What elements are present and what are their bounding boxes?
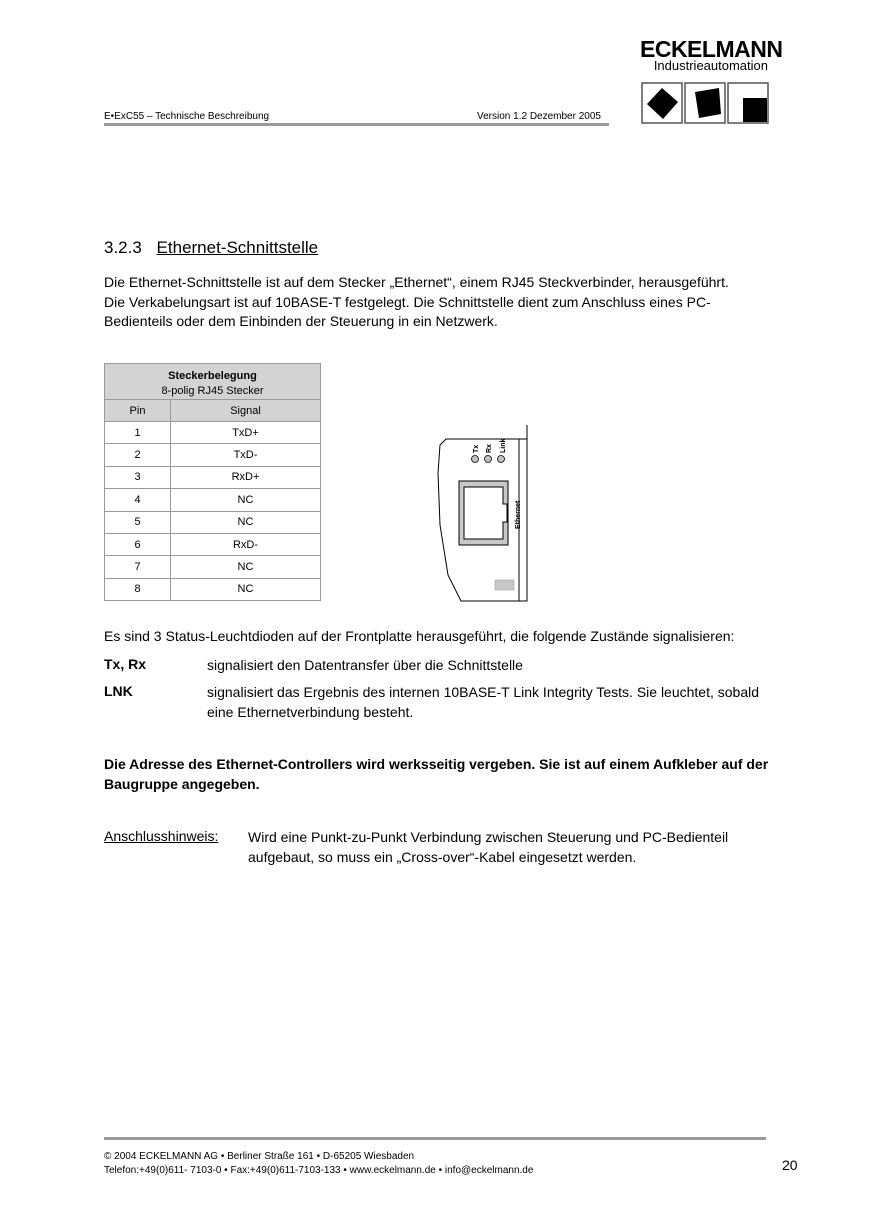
intro-line: Bedienteils oder dem Einbinden der Steuerung in ein Netzwerk. xyxy=(104,313,498,329)
document-version: Version 1.2 Dezember 2005 xyxy=(477,111,601,122)
port-label-ethernet: Ethernet xyxy=(515,500,522,529)
pin-cell: 6 xyxy=(105,533,171,555)
column-header-signal: Signal xyxy=(171,400,321,422)
status-text-lnk: signalisiert das Ergebnis des internen 10BASE-T Link Integrity Tests. Sie leuchtet, sobald eine Ethernetverbindung besteht. xyxy=(207,684,760,720)
led-link-icon xyxy=(498,456,505,463)
footer-address: © 2004 ECKELMANN AG • Berliner Straße 161 • D-65205 Wiesbaden xyxy=(104,1151,415,1162)
signal-cell: TxD- xyxy=(171,444,321,466)
table-row xyxy=(105,556,321,578)
pin-cell: 4 xyxy=(105,489,171,511)
status-text-txrx: signalisiert den Datentransfer über die Schnittstelle xyxy=(207,657,523,673)
pin-cell: 7 xyxy=(105,556,171,578)
footer-contact: Telefon:+49(0)611- 7103-0 • Fax:+49(0)611-7103-133 • www.eckelmann.de • info@eckelmann.de xyxy=(104,1165,534,1176)
connection-hint-text: Wird eine Punkt-zu-Punkt Verbindung zwischen Steuerung und PC-Bedienteil aufgebaut, so muss ein „Cross-over“-Kabel eingesetzt werden. xyxy=(248,829,729,865)
mac-address-note: Die Adresse des Ethernet-Controllers wird werksseitig vergeben. Sie ist auf einem Aufkleber auf der Baugruppe angegeben. xyxy=(104,756,769,792)
led-label-rx: Rx xyxy=(486,444,493,453)
signal-cell: NC xyxy=(171,511,321,533)
pin-cell: 1 xyxy=(105,422,171,444)
type-sticker xyxy=(495,580,514,590)
table-row xyxy=(105,578,321,600)
led-label-link: Link xyxy=(500,438,507,453)
signal-cell: NC xyxy=(171,556,321,578)
intro-paragraph xyxy=(104,273,784,332)
signal-cell: NC xyxy=(171,489,321,511)
pin-assignment-table xyxy=(104,363,321,601)
status-term-txrx: Tx, Rx xyxy=(104,656,147,672)
signal-cell: TxD+ xyxy=(171,422,321,444)
section-number: 3.2.3 xyxy=(104,238,142,257)
table-row xyxy=(105,444,321,466)
pin-cell: 2 xyxy=(105,444,171,466)
table-caption: Steckerbelegung xyxy=(105,364,321,383)
table-row xyxy=(105,422,321,444)
signal-cell: NC xyxy=(171,578,321,600)
signal-cell: RxD+ xyxy=(171,466,321,488)
led-label-tx: Tx xyxy=(473,444,480,453)
table-row xyxy=(105,489,321,511)
header-divider xyxy=(104,123,609,126)
table-row xyxy=(105,466,321,488)
page-number: 20 xyxy=(782,1157,798,1173)
section-heading xyxy=(104,238,318,258)
pin-cell: 3 xyxy=(105,466,171,488)
document-title: E•ExC55 – Technische Beschreibung xyxy=(104,111,270,122)
ethernet-port-diagram xyxy=(428,425,532,603)
column-header-pin: Pin xyxy=(105,400,171,422)
led-rx-icon xyxy=(485,456,492,463)
signal-cell: RxD- xyxy=(171,533,321,555)
section-title: Ethernet-Schnittstelle xyxy=(156,238,319,257)
company-logo-subtitle: Industrieautomation xyxy=(653,58,768,73)
intro-line: Die Ethernet-Schnittstelle ist auf dem Stecker „Ethernet“, einem RJ45 Steckverbinder, herausgeführt. xyxy=(104,274,729,290)
led-tx-icon xyxy=(472,456,479,463)
status-intro: Es sind 3 Status-Leuchtdioden auf der Frontplatte herausgeführt, die folgende Zustände signalisieren: xyxy=(104,628,735,644)
table-row xyxy=(105,533,321,555)
table-row xyxy=(105,511,321,533)
pin-cell: 8 xyxy=(105,578,171,600)
intro-line: Die Verkabelungsart ist auf 10BASE-T festgelegt. Die Schnittstelle dient zum Anschluss eines PC- xyxy=(104,293,711,310)
connection-hint-label: Anschlusshinweis: xyxy=(104,828,219,844)
footer-divider xyxy=(104,1137,766,1140)
company-logo-name: ECKELMANN xyxy=(640,36,783,62)
status-term-lnk: LNK xyxy=(104,683,133,699)
table-subcaption: 8-polig RJ45 Stecker xyxy=(105,382,321,400)
company-logo-icon xyxy=(641,82,769,126)
pin-cell: 5 xyxy=(105,511,171,533)
